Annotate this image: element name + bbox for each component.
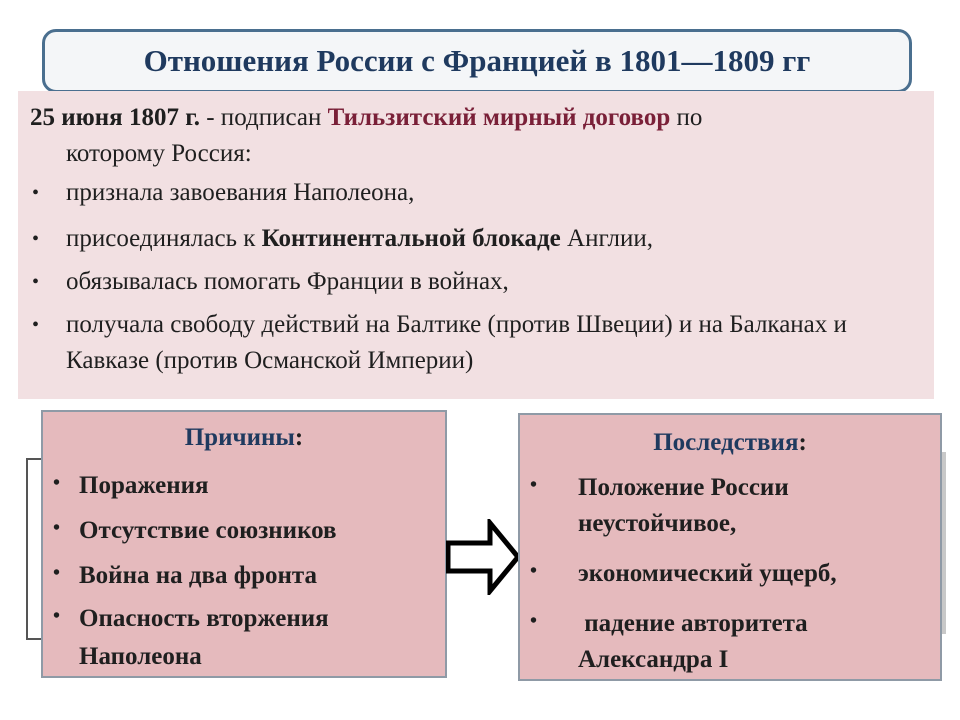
list-item bbox=[530, 606, 920, 678]
consequence-text: Положение России неустойчивое, bbox=[578, 474, 789, 537]
bullet-icon: • bbox=[32, 182, 40, 204]
bullet-icon: • bbox=[32, 271, 40, 293]
treaty-date: 25 июня 1807 г. bbox=[30, 104, 200, 131]
causes-heading-text: Причины bbox=[184, 424, 295, 451]
consequence-text: экономический ущерб, bbox=[578, 560, 837, 587]
treaty-intro bbox=[30, 100, 920, 172]
treaty-name: Тильзитский мирный договор bbox=[327, 104, 671, 131]
treaty-terms-list bbox=[30, 175, 920, 386]
causes-box bbox=[41, 410, 447, 678]
bullet-icon: • bbox=[530, 560, 538, 582]
bullet-icon: • bbox=[53, 517, 61, 539]
title-banner bbox=[42, 29, 912, 93]
list-item bbox=[53, 557, 433, 595]
cause-text: Отсутствие союзников bbox=[79, 517, 337, 544]
consequences-heading-colon: : bbox=[798, 429, 807, 456]
treaty-text-before: - подписан bbox=[199, 104, 328, 131]
bullet-icon: • bbox=[53, 472, 61, 494]
term-text: признала завоевания Наполеона, bbox=[66, 179, 415, 206]
consequences-heading-text: Последствия bbox=[653, 429, 799, 456]
cause-text: Война на два фронта bbox=[79, 562, 317, 589]
list-item bbox=[530, 556, 920, 592]
list-item bbox=[53, 600, 433, 676]
treaty-text-after: по bbox=[670, 104, 703, 131]
list-item bbox=[53, 512, 433, 550]
bullet-icon: • bbox=[32, 228, 40, 250]
bullet-icon: • bbox=[32, 314, 40, 336]
treaty-continuation: которому Россия: bbox=[66, 140, 252, 167]
cause-text: Поражения bbox=[79, 472, 209, 499]
term-text: получала свободу действий на Балтике (против Швеции) и на Балканах и Кавказе (против Османской Империи) bbox=[66, 311, 847, 374]
right-arrow-outline-icon bbox=[446, 519, 522, 595]
term-text: обязывалась помогать Франции в войнах, bbox=[66, 268, 509, 295]
consequence-text: падение авторитета Александра I bbox=[578, 610, 814, 673]
bullet-icon: • bbox=[53, 562, 61, 584]
list-item bbox=[30, 264, 920, 300]
list-item bbox=[30, 221, 920, 257]
list-item bbox=[53, 467, 433, 505]
consequences-list bbox=[530, 470, 920, 678]
consequences-heading bbox=[520, 429, 940, 457]
term-text: присоединялась к bbox=[66, 225, 262, 252]
bullet-icon: • bbox=[53, 605, 61, 627]
bullet-icon: • bbox=[530, 474, 538, 496]
list-item bbox=[530, 470, 920, 542]
cause-text: Опасность вторжения Наполеона bbox=[79, 605, 329, 670]
list-item bbox=[30, 307, 920, 379]
term-text: Англии, bbox=[560, 225, 653, 252]
causes-list bbox=[53, 467, 433, 676]
causes-heading bbox=[43, 424, 445, 452]
slide-title: Отношения России с Францией в 1801—1809 гг bbox=[143, 43, 811, 78]
term-bold-text: Континентальной блокаде bbox=[261, 225, 561, 252]
list-item bbox=[30, 175, 920, 211]
consequences-box bbox=[518, 413, 942, 681]
causes-heading-colon: : bbox=[294, 424, 304, 451]
treaty-panel bbox=[18, 91, 934, 399]
bullet-icon: • bbox=[530, 610, 538, 632]
